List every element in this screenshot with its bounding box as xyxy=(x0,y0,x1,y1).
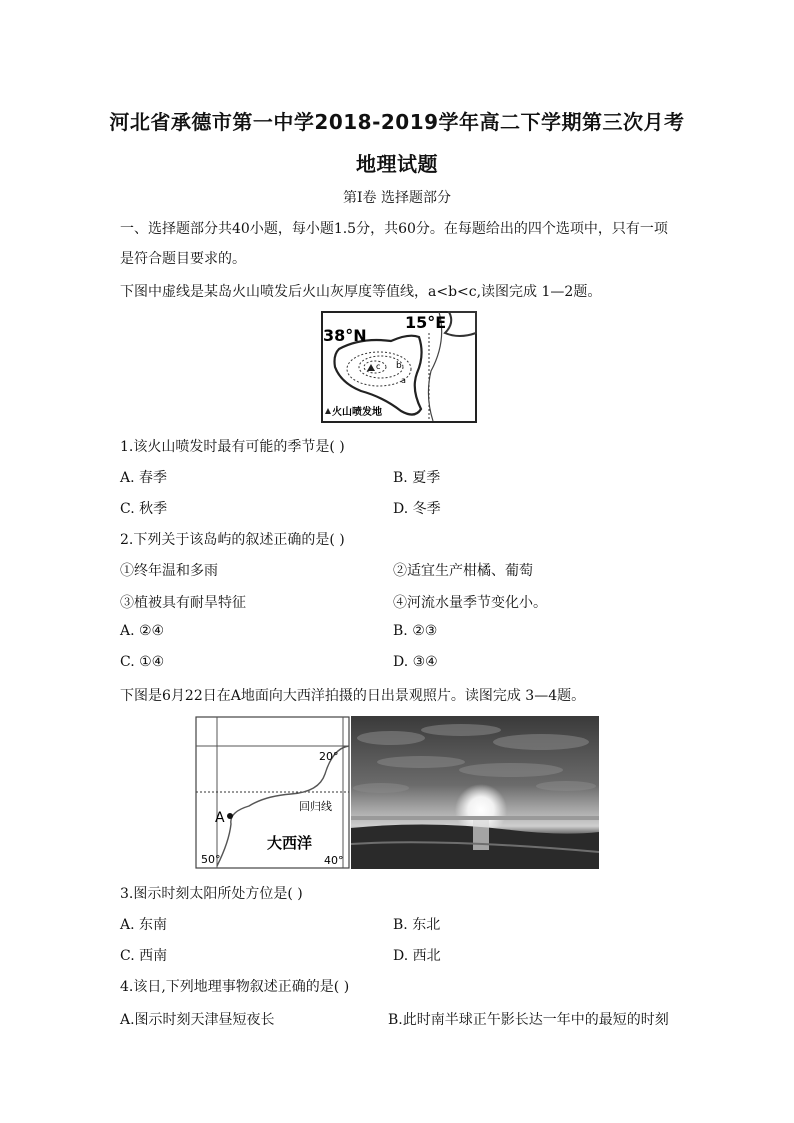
instructions-line1: 一、选择题部分共40小题，每小题1.5分，共60分。在每题给出的四个选项中，只有一项 xyxy=(120,221,668,237)
map2-ocean-label: 大西洋 xyxy=(267,834,313,852)
map1-lat-label: 38°N xyxy=(323,326,367,345)
q3-option-b: B. 东北 xyxy=(393,917,441,933)
q2-option-b: B. ②③ xyxy=(393,623,438,639)
instructions-line2: 是符合题目要求的。 xyxy=(120,251,246,267)
q2-option-d: D. ③④ xyxy=(393,654,438,670)
q1-option-a: A. 春季 xyxy=(120,470,168,486)
atlantic-coast-map xyxy=(195,716,350,869)
document-title: 河北省承德市第一中学2018-2019学年高二下学期第三次月考 xyxy=(109,110,685,134)
q2-stem: 2.下列关于该岛屿的叙述正确的是( ) xyxy=(120,532,345,548)
q4-stem: 4.该日,下列地理事物叙述正确的是( ) xyxy=(120,979,350,995)
sunrise-photo xyxy=(351,716,599,869)
q2-statement-4: ④河流水量季节变化小。 xyxy=(393,595,547,611)
map2-point-a: A xyxy=(215,810,225,826)
q4-option-b: B.此时南半球正午影长达一年中的最短的时刻 xyxy=(388,1012,669,1028)
map1-label-a: a xyxy=(401,376,406,385)
intro-q1-2: 下图中虚线是某岛火山喷发后火山灰厚度等值线，a<b<c,读图完成 1—2题。 xyxy=(120,284,602,300)
map2-lon-50: 50° xyxy=(201,853,221,866)
map1-label-c: c xyxy=(376,362,381,371)
point-a-marker xyxy=(227,813,233,819)
q3-option-a: A. 东南 xyxy=(120,917,168,933)
volcano-island-map xyxy=(321,311,477,423)
intro-q3-4: 下图是6月22日在A地面向大西洋拍摄的日出景观照片。读图完成 3—4题。 xyxy=(120,688,586,704)
q1-option-c: C. 秋季 xyxy=(120,501,168,517)
map2-tropic-label: 回归线 xyxy=(299,800,332,813)
q3-option-c: C. 西南 xyxy=(120,948,168,964)
map1-label-b: b xyxy=(396,361,402,371)
map2-lat-20: 20° xyxy=(319,750,339,763)
map2-lon-40: 40° xyxy=(324,854,344,867)
section-heading: 第Ⅰ卷 选择题部分 xyxy=(343,190,451,206)
q2-option-c: C. ①④ xyxy=(120,654,165,670)
q3-option-d: D. 西北 xyxy=(393,948,441,964)
q2-option-a: A. ②④ xyxy=(120,623,165,639)
q2-statement-3: ③植被具有耐旱特征 xyxy=(120,595,246,611)
q1-stem: 1.该火山喷发时最有可能的季节是( ) xyxy=(120,439,345,455)
q4-option-a: A.图示时刻天津昼短夜长 xyxy=(120,1012,275,1028)
q2-statement-2: ②适宜生产柑橘、葡萄 xyxy=(393,563,533,579)
q3-stem: 3.图示时刻太阳所处方位是( ) xyxy=(120,886,303,902)
q1-option-b: B. 夏季 xyxy=(393,470,441,486)
document-subtitle: 地理试题 xyxy=(356,152,438,176)
map1-lon-label: 15°E xyxy=(405,313,447,332)
q1-option-d: D. 冬季 xyxy=(393,501,441,517)
map1-legend: 火山喷发地 xyxy=(332,407,382,418)
q2-statement-1: ①终年温和多雨 xyxy=(120,563,218,579)
